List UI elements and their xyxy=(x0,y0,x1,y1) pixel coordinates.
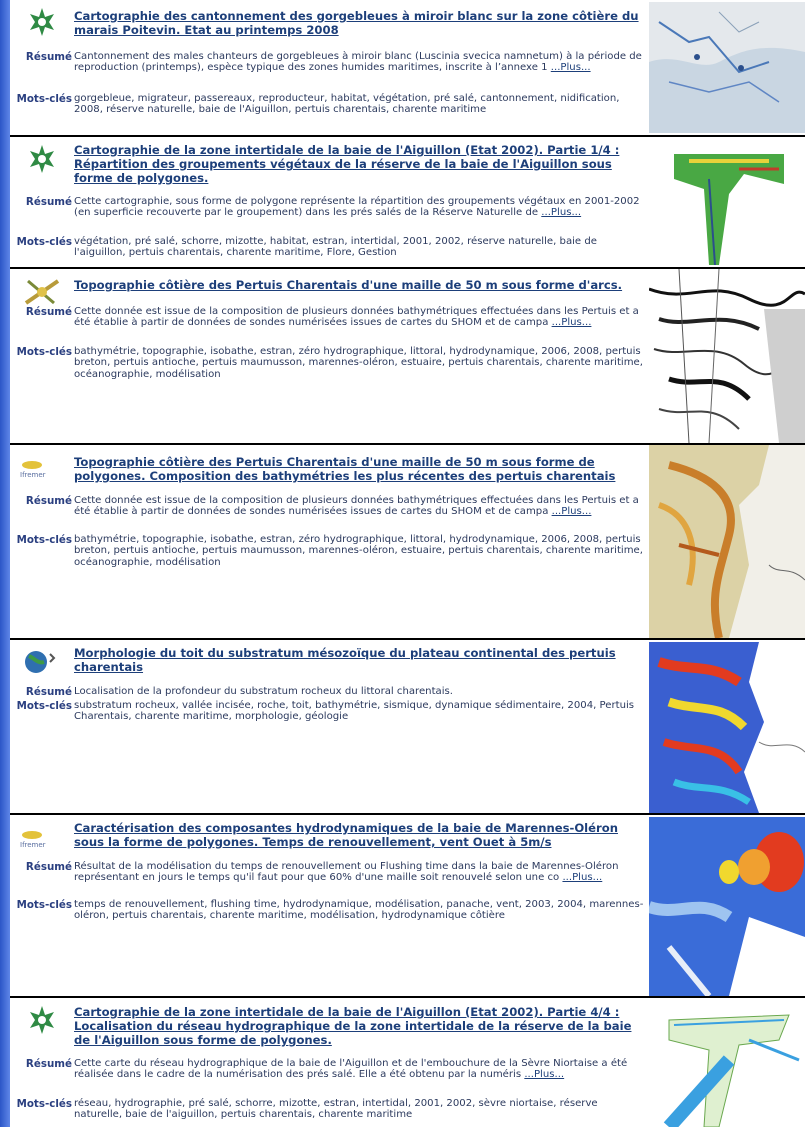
more-link[interactable]: ...Plus... xyxy=(551,317,592,329)
list-item xyxy=(10,815,805,998)
record-summary: Cette donnée est issue de la composition de plusieurs données bathymétriques effectuées dans les Pertuis et a été établie à partir de données de sondes numérisées issues de cartes du SHOM et de campa ...Plus... xyxy=(74,306,639,329)
summary-label: Résumé xyxy=(25,1058,72,1070)
list-item xyxy=(10,137,805,269)
summary-label: Résumé xyxy=(25,861,72,873)
map-thumbnail[interactable] xyxy=(649,2,805,133)
summary-label: Résumé xyxy=(25,306,72,318)
svg-text:Ifremer: Ifremer xyxy=(20,841,46,849)
record-keywords: bathymétrie, topographie, isobathe, estran, zéro hydrographique, littoral, hydrodynamique, 2006, 2008, pertuis breton, pertuis antioche, pertuis maumusson, marennes-oléron, estuaire, pertuis charentais, charente maritime, océanographie, modélisation xyxy=(74,346,643,380)
record-title-link[interactable]: Topographie côtière des Pertuis Charentais d'une maille de 50 m sous forme de polygones. Composition des bathymétries les plus récentes des pertuis charentais xyxy=(74,455,616,483)
record-summary: Localisation de la profondeur du substratum rocheux du littoral charentais. xyxy=(74,686,453,697)
record-title-link[interactable]: Topographie côtière des Pertuis Charentais d'une maille de 50 m sous forme d'arcs. xyxy=(74,278,623,292)
more-link[interactable]: ...Plus... xyxy=(551,506,592,518)
record-title-link[interactable]: Morphologie du toit du substratum mésozoïque du plateau continental des pertuis charentais xyxy=(74,646,616,674)
map-thumbnail[interactable] xyxy=(649,1000,805,1127)
ifremer-logo-icon xyxy=(14,451,70,483)
green-star-emblem-icon xyxy=(14,1004,70,1036)
record-title-link[interactable]: Cartographie des cantonnement des gorgebleues à miroir blanc sur la zone côtière du marais Poitevin. Etat au printemps 2008 xyxy=(74,9,639,37)
record-summary: Cette cartographie, sous forme de polygone représente la répartition des groupements végétaux en 2001-2002 (en superficie recouverte par le groupement) dans les prés salés de la Réserve Naturelle de ...Plus... xyxy=(74,196,640,219)
record-title-link[interactable]: Cartographie de la zone intertidale de la baie de l'Aiguillon (Etat 2002). Partie 1/4 : Répartition des groupements végétaux de la réserve de la baie de l'Aiguillon sous forme de polygones. xyxy=(74,143,620,185)
keywords-label: Mots-clés xyxy=(16,236,72,248)
globe-emblem-icon xyxy=(14,646,70,678)
list-item xyxy=(10,998,805,1127)
keywords-label: Mots-clés xyxy=(16,534,72,546)
svg-text:Ifremer: Ifremer xyxy=(20,471,46,479)
list-item xyxy=(10,640,805,815)
record-keywords: substratum rocheux, vallée incisée, roche, toit, bathymétrie, sismique, dynamique sédimentaire, 2004, Pertuis Charentais, charente maritime, morphologie, géologie xyxy=(74,700,635,723)
keywords-label: Mots-clés xyxy=(16,899,72,911)
record-title-link[interactable]: Caractérisation des composantes hydrodynamiques de la baie de Marennes-Oléron sous la forme de polygones. Temps de renouvellement, vent Ouet à 5m/s xyxy=(74,821,618,849)
record-summary: Résultat de la modélisation du temps de renouvellement ou Flushing time dans la baie de Marennes-Oléron représentant en jours le temps qu'il faut pour que 60% d'une maille soit renouvelé selon une co ...Plus... xyxy=(74,861,619,884)
list-item xyxy=(10,269,805,445)
summary-label: Résumé xyxy=(25,686,72,698)
summary-label: Résumé xyxy=(25,196,72,208)
ifremer-logo-icon xyxy=(14,821,70,853)
record-summary: Cette donnée est issue de la composition de plusieurs données bathymétriques effectuées dans les Pertuis et a été établie à partir de données de sondes numérisées issues de cartes du SHOM et de campa ...Plus... xyxy=(74,495,639,518)
map-thumbnail[interactable] xyxy=(649,269,805,443)
more-link[interactable]: ...Plus... xyxy=(550,62,591,74)
map-thumbnail[interactable] xyxy=(649,642,805,813)
more-link[interactable]: ...Plus... xyxy=(524,1069,565,1081)
record-title-link[interactable]: Cartographie de la zone intertidale de la baie de l'Aiguillon (Etat 2002). Partie 4/4 : Localisation du réseau hydrographique de la zone intertidale de la réserve de la baie de l'Aiguillon sous forme de polygones. xyxy=(74,1005,632,1047)
green-star-emblem-icon xyxy=(14,6,70,38)
record-summary: Cantonnement des males chanteurs de gorgebleues à miroir blanc (Luscinia svecica namnetum) à la période de reproduction (printemps), espèce typique des zones humides maritimes, inscrite à l’annexe 1 ...Plus... xyxy=(74,51,642,74)
summary-label: Résumé xyxy=(25,51,72,63)
list-item xyxy=(10,445,805,640)
green-star-emblem-icon xyxy=(14,143,70,175)
compass-emblem-icon xyxy=(14,275,70,307)
keywords-label: Mots-clés xyxy=(16,700,72,712)
record-keywords: bathymétrie, topographie, isobathe, estran, zéro hydrographique, littoral, hydrodynamique, 2006, 2008, pertuis breton, pertuis antioche, pertuis maumusson, marennes-oléron, estuaire, pertuis charentais, charente maritime, océanographie, modélisation xyxy=(74,534,643,568)
record-keywords: réseau, hydrographie, pré salé, schorre, mizotte, estran, intertidal, 2001, 2002, sèvre niortaise, réserve naturelle, baie de l'aiguillon, pertuis charentais, charente maritime xyxy=(74,1098,598,1121)
more-link[interactable]: ...Plus... xyxy=(541,207,582,219)
record-keywords: temps de renouvellement, flushing time, hydrodynamique, modélisation, panache, vent, 2003, 2004, marennes-oléron, pertuis charentais, charente maritime, modélisation, hydrodynamique côtière xyxy=(74,899,644,922)
summary-label: Résumé xyxy=(25,495,72,507)
more-link[interactable]: ...Plus... xyxy=(562,872,603,884)
map-thumbnail[interactable] xyxy=(649,445,805,638)
keywords-label: Mots-clés xyxy=(16,1098,72,1110)
keywords-label: Mots-clés xyxy=(16,346,72,358)
record-keywords: végétation, pré salé, schorre, mizotte, habitat, estran, intertidal, 2001, 2002, réserve naturelle, baie de l'aiguillon, pertuis charentais, charente maritime, Flore, Gestion xyxy=(74,236,597,259)
keywords-label: Mots-clés xyxy=(16,93,72,105)
map-thumbnail[interactable] xyxy=(649,139,805,265)
list-item xyxy=(10,0,805,137)
record-summary: Cette carte du réseau hydrographique de la baie de l'Aiguillon et de l'embouchure de la Sèvre Niortaise a été réalisée dans le cadre de la numérisation des prés salé. Elle a été obtenu par la numéris ...Plus... xyxy=(74,1058,628,1081)
map-thumbnail[interactable] xyxy=(649,817,805,996)
record-keywords: gorgebleue, migrateur, passereaux, reproducteur, habitat, végétation, pré salé, cantonnement, nidification, 2008, réserve naturelle, baie de l'Aiguillon, pertuis charentais, charente maritime xyxy=(74,93,620,116)
